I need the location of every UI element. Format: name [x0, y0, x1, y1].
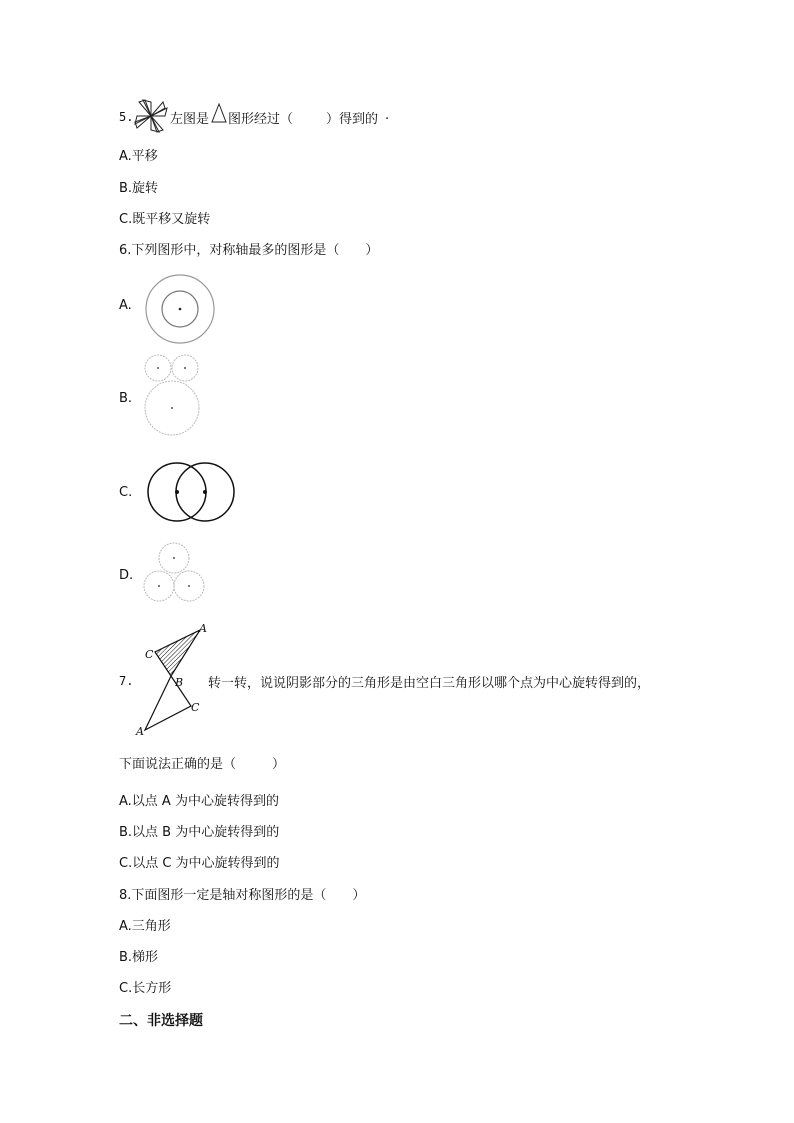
q5-text-after: 图形经过（ [228, 112, 294, 127]
q7-option-c: C.以点 C 为中心旋转得到的 [119, 856, 280, 871]
q8-option-a: A.三角形 [119, 919, 171, 934]
fig-label-c-top: C [145, 648, 154, 661]
q6-option-a: A. [119, 298, 132, 313]
q7-stem-line1: 转一转，说说阴影部分的三角形是由空白三角形以哪个点为中心旋转得到的， [208, 676, 651, 691]
fig-label-a-top: A [199, 622, 207, 635]
q7-stem-line2: 下面说法正确的是（ [119, 757, 237, 772]
three-circles-stacked-figure [142, 353, 206, 437]
section-title: 二、非选择题 [119, 1013, 203, 1029]
concentric-circles-figure [144, 273, 216, 345]
fig-label-b: B [175, 676, 184, 689]
small-triangle-figure [211, 103, 227, 123]
q5-paren-close: ）得到的 [326, 112, 379, 127]
q6-option-c: C. [119, 485, 133, 500]
rotation-triangles-figure [133, 622, 213, 737]
q8-option-c: C.长方形 [119, 981, 172, 996]
q7-option-a: A.以点 A 为中心旋转得到的 [119, 794, 279, 809]
fig-label-a-bottom: A [136, 725, 144, 738]
q5-period: . [385, 108, 390, 123]
q5-number: 5. [119, 110, 134, 124]
three-circles-triangle-figure [140, 540, 210, 606]
q7-number: 7. [119, 674, 134, 688]
q5-option-a: A.平移 [119, 149, 158, 164]
q7-option-b: B.以点 B 为中心旋转得到的 [119, 825, 280, 840]
fig-label-c-bottom: C [191, 701, 200, 714]
q5-text-before: 左图是 [170, 112, 210, 127]
pinwheel-figure [133, 98, 169, 134]
q6-option-b: B. [119, 391, 133, 406]
q6-option-d: D. [119, 568, 134, 583]
q8-stem: 8.下面图形一定是轴对称图形的是（ ） [119, 888, 366, 903]
q5-option-b: B.旋转 [119, 181, 159, 196]
overlapping-circles-figure [145, 460, 237, 524]
q6-stem: 6.下列图形中，对称轴最多的图形是（ ） [119, 243, 379, 258]
q8-option-b: B.梯形 [119, 950, 159, 965]
q5-option-c: C.既平移又旋转 [119, 212, 211, 227]
q7-paren-close: ） [272, 757, 286, 772]
